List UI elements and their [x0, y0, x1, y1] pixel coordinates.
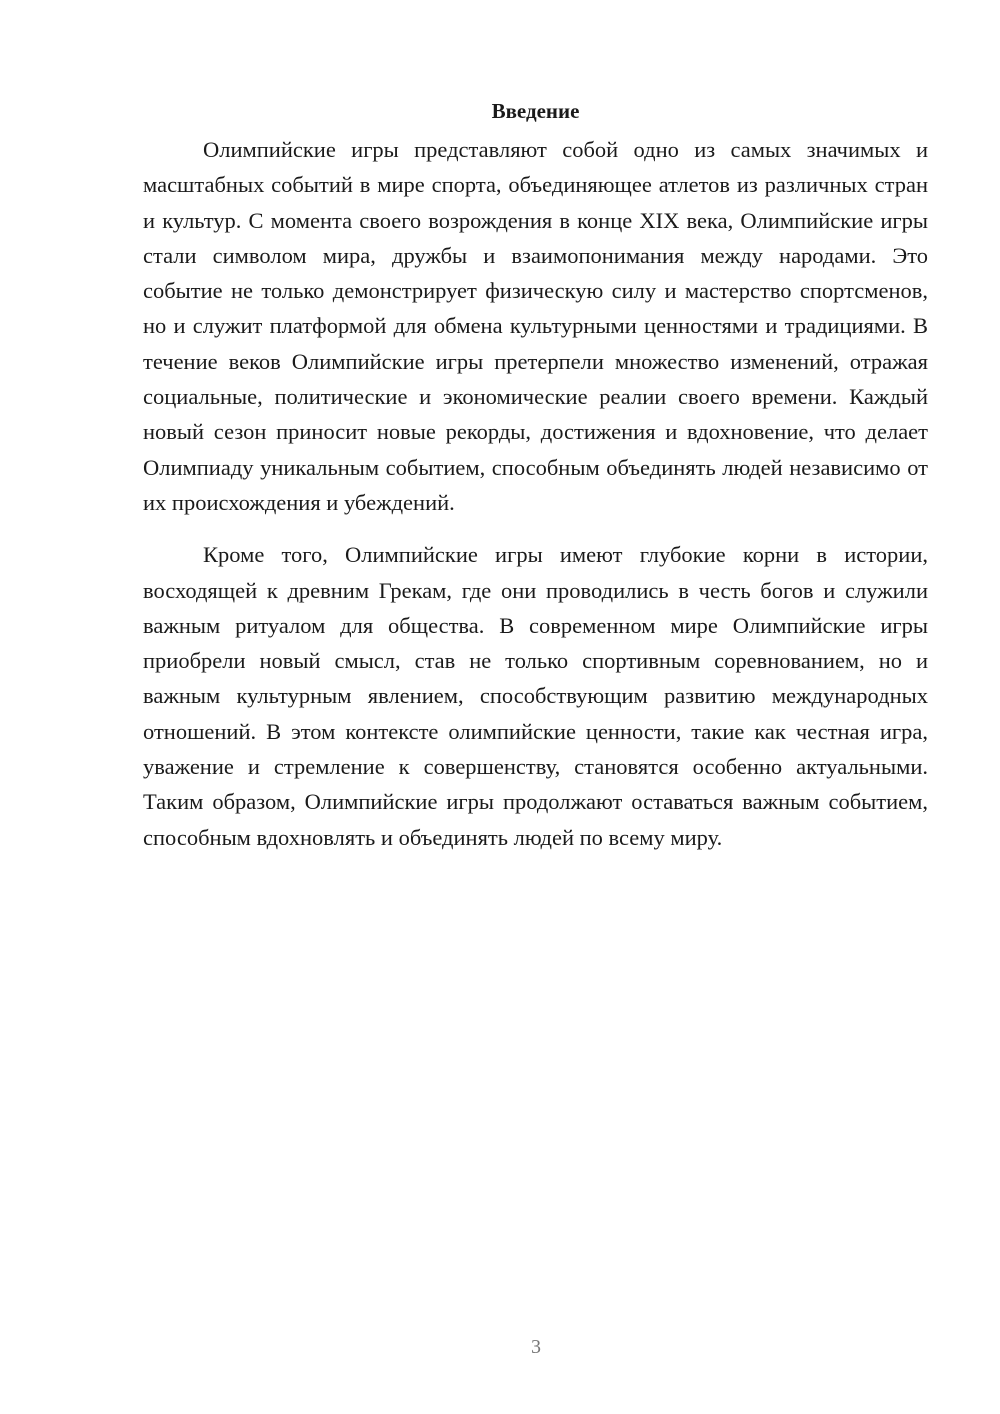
paragraph-1: Олимпийские игры представляют собой одно из самых значимых и масштабных событий в мире спорта, объединяющее атлетов из различных стран и культур. С момента своего возрождения в конце XIX века, Олимпийские игры стали символом мира, дружбы и взаимопонимания между народами. Это событие не только демонстрирует физическую силу и мастерство спортсменов, но и служит платформой для обмена культурными ценностями и традициями. В течение веков Олимпийские игры претерпели множество изменений, отражая социальные, политические и экономические реалии своего времени. Каждый новый сезон приносит новые рекорды, достижения и вдохновение, что делает Олимпиаду уникальным событием, способным объединять людей независимо от их происхождения и убеждений. [143, 137, 928, 515]
page-content [143, 93, 928, 855]
page-number: 3 [531, 1336, 541, 1358]
paragraph-2: Кроме того, Олимпийские игры имеют глубокие корни в истории, восходящей к древним Грекам, где они проводились в честь богов и служили важным ритуалом для общества. В современном мире Олимпийские игры приобрели новый смысл, став не только спортивным соревнованием, но и важным культурным явлением, способствующим развитию международных отношений. В этом контексте олимпийские ценности, такие как честная игра, уважение и стремление к совершенству, становятся особенно актуальными. Таким образом, Олимпийские игры продолжают оставаться важным событием, способным вдохновлять и объединять людей по всему миру. [143, 542, 928, 850]
section-heading: Введение [491, 99, 580, 123]
